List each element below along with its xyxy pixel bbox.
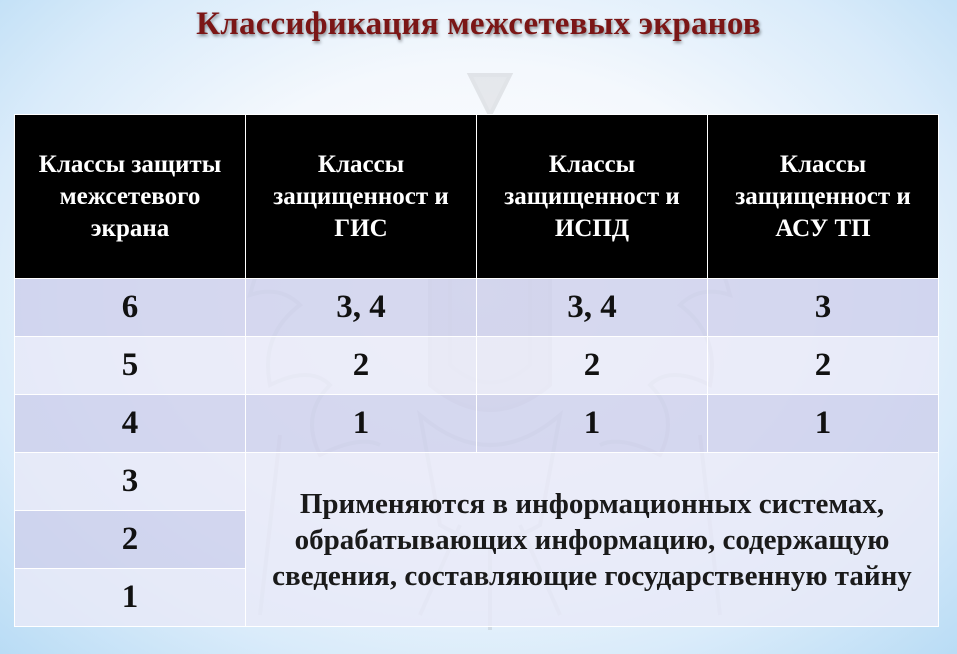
gis-cell: 3, 4: [246, 279, 477, 337]
slide-title: Классификация межсетевых экранов: [196, 6, 761, 42]
header-gis-class: Классы защищенност и ГИС: [246, 115, 477, 279]
fw-class-cell: 4: [15, 395, 246, 453]
asu-cell: 1: [708, 395, 939, 453]
asu-cell: 3: [708, 279, 939, 337]
asu-cell: 2: [708, 337, 939, 395]
table-row: [15, 337, 939, 395]
ispd-cell: 1: [477, 395, 708, 453]
header-ispd-class: Классы защищенност и ИСПД: [477, 115, 708, 279]
table-header-row: [15, 115, 939, 279]
firewall-classification-table: [14, 114, 939, 627]
fw-class-cell: 5: [15, 337, 246, 395]
table-row: [15, 453, 939, 511]
ispd-cell: 3, 4: [477, 279, 708, 337]
fw-class-cell: 1: [15, 569, 246, 627]
table-row: [15, 395, 939, 453]
header-firewall-class: Классы защиты межсетевого экрана: [15, 115, 246, 279]
gis-cell: 2: [246, 337, 477, 395]
ispd-cell: 2: [477, 337, 708, 395]
fw-class-cell: 3: [15, 453, 246, 511]
gis-cell: 1: [246, 395, 477, 453]
state-secret-note: Применяются в информационных системах, обрабатывающих информацию, содержащую сведения, составляющие государственную тайну: [246, 453, 939, 627]
table-row: [15, 279, 939, 337]
fw-class-cell: 6: [15, 279, 246, 337]
header-asu-class: Классы защищенност и АСУ ТП: [708, 115, 939, 279]
fw-class-cell: 2: [15, 511, 246, 569]
